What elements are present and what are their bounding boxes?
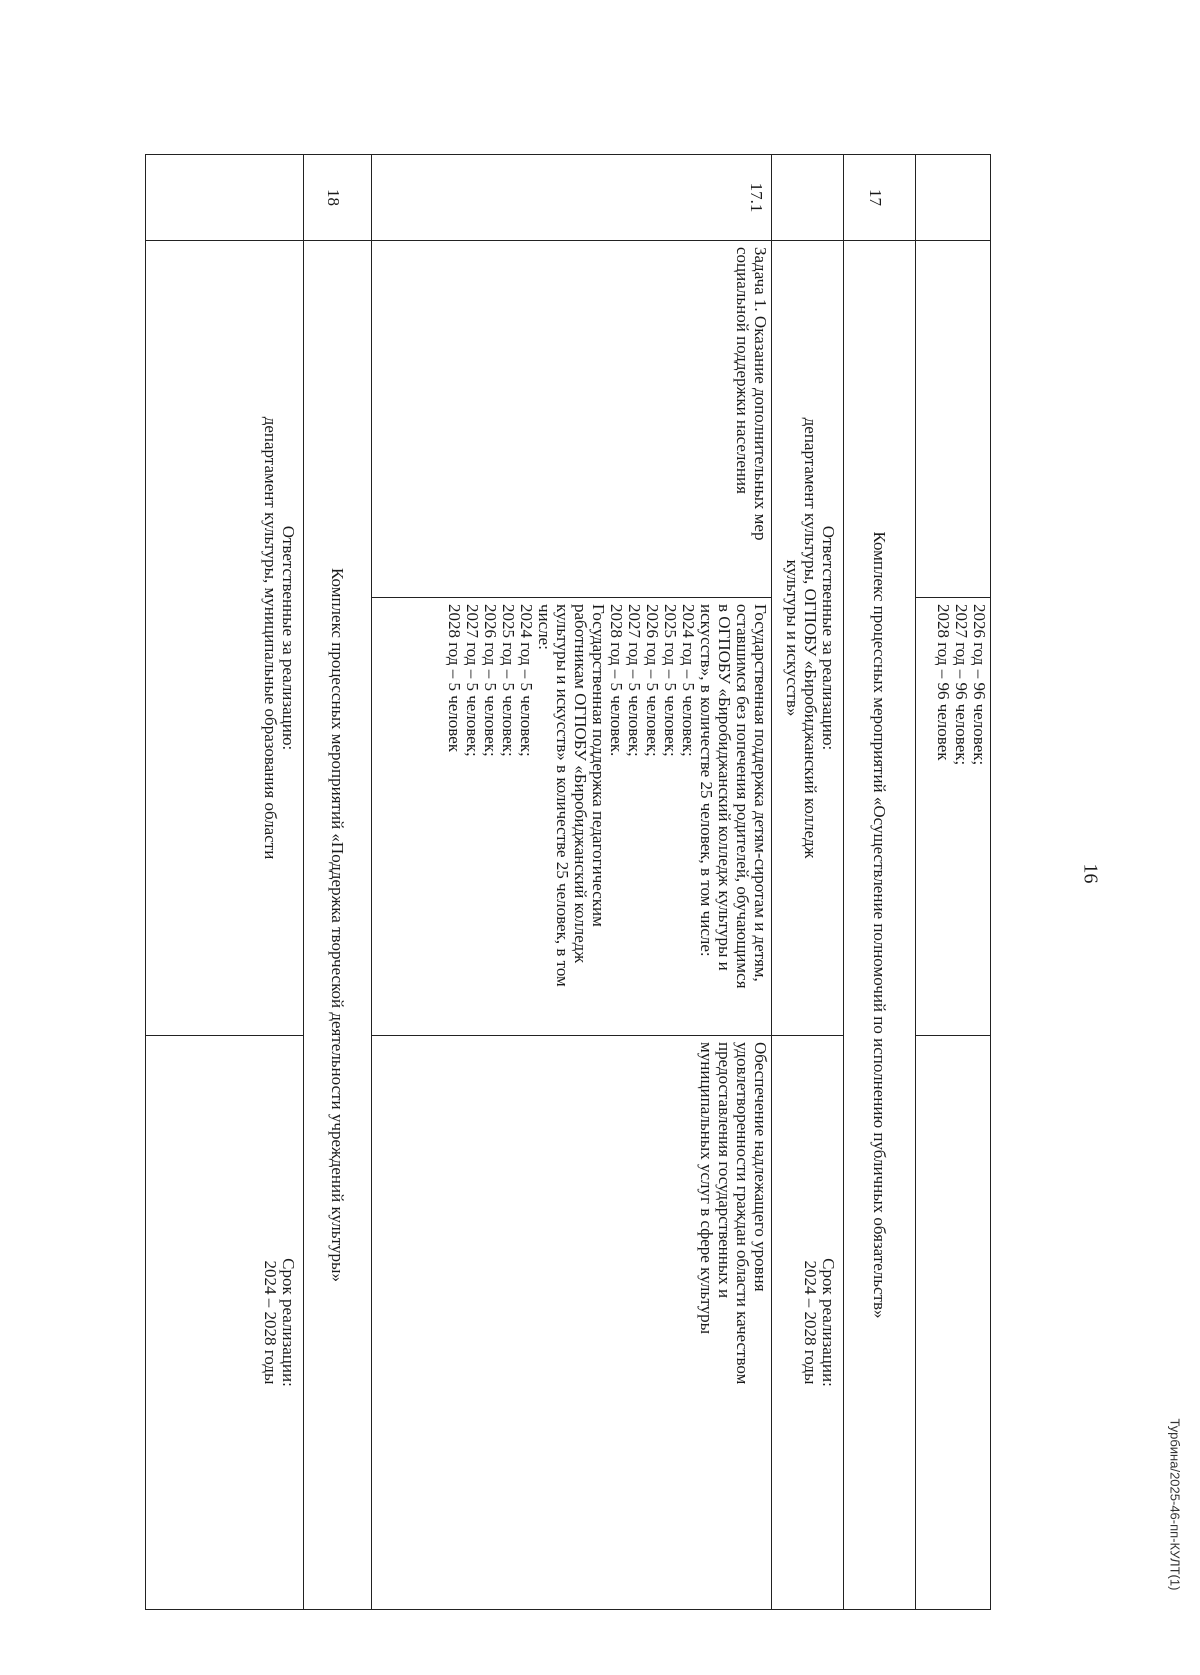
term-label: Срок реализации: (279, 1258, 298, 1387)
responsible-value: департамент культуры, муниципальные образования области (261, 416, 280, 860)
responsible-value: культуры и искусств» (783, 559, 802, 717)
table-row (304, 155, 372, 1610)
empty-cell (146, 155, 304, 241)
measures-cell: Государственная поддержка детям-сиротам и детям, оставшимся без попечения родителей, обучающимся в ОГПОБУ «Биробиджанский колледж культуры и искусств», в количестве 25 человек, в том числе: 2024 год – 5 человек; 2025 год – 5 человек; 2026 год – 5 человек; 2027 год – 5 человек; 2028 год – 5 человек. Государственная поддержка педагогическим работникам ОГПОБУ «Биробиджанский колледж культуры и искусств» в количестве 25 человек, в том числе: 2024 год – 5 человек; 2025 год – 5 человек; 2026 год – 5 человек; 2027 год – 5 человек; 2028 год – 5 человек (372, 598, 772, 1036)
table-row (146, 155, 304, 1610)
row-number: 17.1 (372, 155, 772, 241)
empty-cell (916, 155, 991, 241)
responsible-cell (772, 241, 844, 1036)
empty-cell (916, 1036, 991, 1610)
task-cell (372, 241, 772, 598)
empty-cell (916, 241, 991, 598)
row-number: 17 (844, 155, 916, 241)
task-text: Задача 1. Оказание дополнительных мер социальной поддержки населения (733, 247, 770, 541)
page-number: 16 (1079, 863, 1102, 884)
term-label: Срок реализации: (819, 1258, 838, 1387)
responsible-label: Ответственные за реализацию: (819, 525, 838, 751)
table-row (844, 155, 916, 1610)
table-row (372, 155, 772, 1610)
footer-document-code: Турбина/2025-46-пп-КУЛТ(1) (1167, 1418, 1183, 1591)
table-row (916, 155, 991, 1610)
effect-cell: Обеспечение надлежащего уровня удовлетворенности граждан области качеством предоставления государственных и муниципальных услуг в сфере культуры (372, 1036, 772, 1610)
rotated-table-container (146, 154, 991, 1609)
row-number: 18 (304, 155, 372, 241)
table-row (772, 155, 844, 1610)
responsible-label: Ответственные за реализацию: (279, 525, 298, 751)
term-cell (146, 1036, 304, 1610)
term-value: 2024 – 2028 годы (261, 1260, 280, 1385)
term-cell (772, 1036, 844, 1610)
responsible-value: департамент культуры, ОГПОБУ «Биробиджанский колледж (801, 417, 820, 859)
term-value: 2024 – 2028 годы (801, 1260, 820, 1385)
section-title: Комплекс процессных мероприятий «Поддержка творческой деятельности учреждений культуры» (304, 241, 372, 1610)
responsible-cell (146, 241, 304, 1036)
empty-cell (772, 155, 844, 241)
previous-counts-cell: 2026 год – 96 человек; 2027 год – 96 человек; 2028 год – 96 человек (916, 598, 991, 1036)
section-title: Комплекс процессных мероприятий «Осуществление полномочий по исполнению публичных обязательств» (844, 241, 916, 1610)
program-table (145, 154, 991, 1610)
